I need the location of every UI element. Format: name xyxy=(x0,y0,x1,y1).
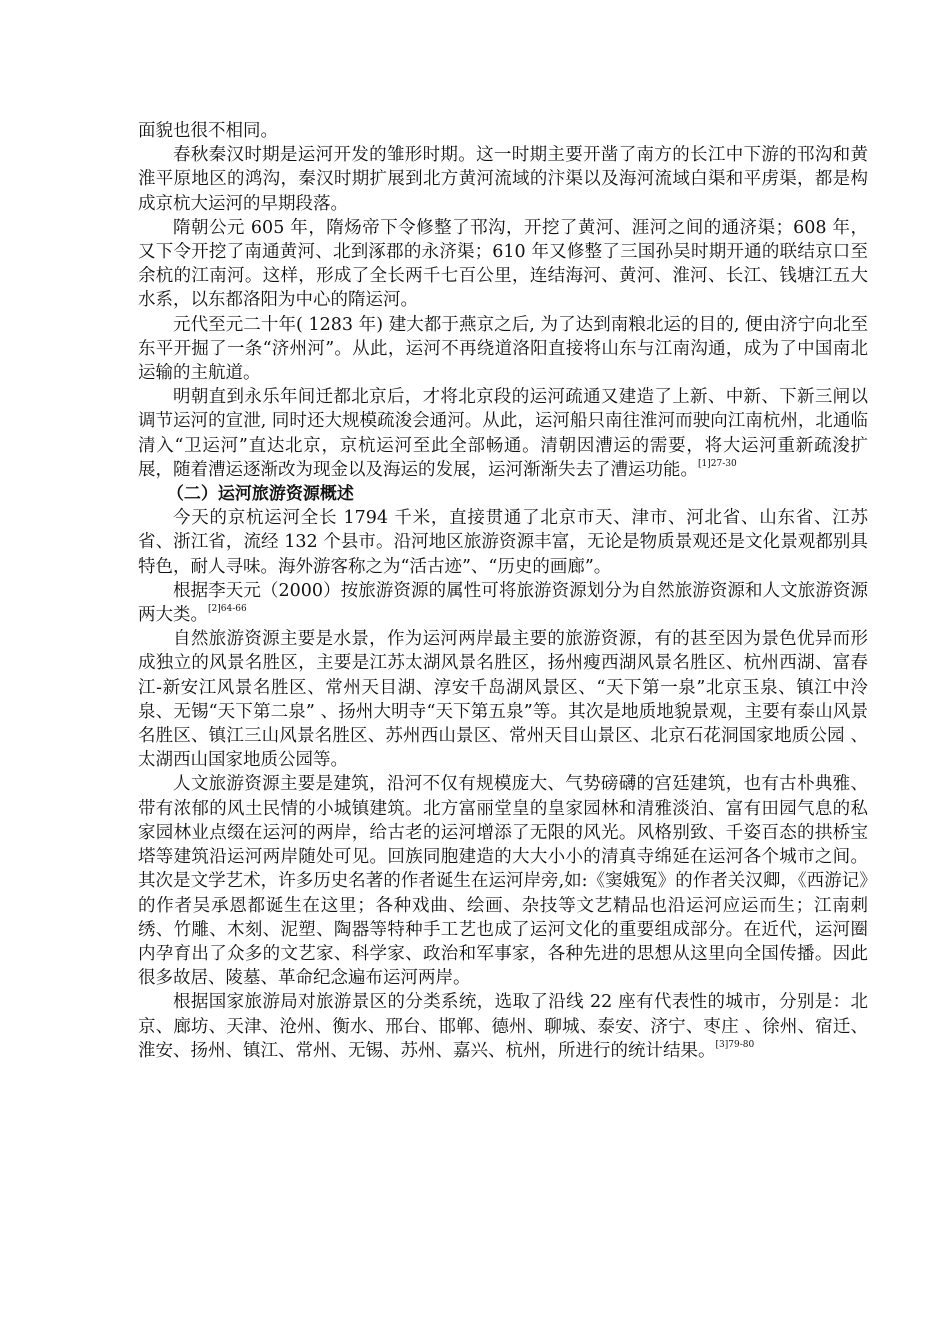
document-body xyxy=(138,119,868,1063)
paragraph-spring-autumn-qin-han xyxy=(138,143,868,216)
paragraph-text: 根据国家旅游局对旅游景区的分类系统，选取了沿线 22 座有代表性的城市，分别是：北京、廊坊、天津、沧州、衡水、邢台、邯郸、德州、聊城、泰安、济宁、枣庄 、徐州、宿迁、淮安、扬州、镇江、常州、无锡、苏州、嘉兴、杭州，所进行的统计结果。 xyxy=(138,992,868,1061)
paragraph-text: 根据李天元（2000）按旅游资源的属性可将旅游资源划分为自然旅游资源和人文旅游资源两大类。 xyxy=(138,580,868,626)
paragraph-canal-overview xyxy=(138,506,868,579)
paragraph-text: 今天的京杭运河全长 1794 千米，直接贯通了北京市天、津市、河北省、山东省、江苏省、浙江省，流经 132 个县市。沿河地区旅游资源丰富，无论是物质景观还是文化景观都别具特色，耐人寻味。海外游客称之为“活古迹”、“历史的画廊”。 xyxy=(138,508,868,577)
paragraph-text: 明朝直到永乐年间迁都北京后，才将北京段的运河疏通又建造了上新、中新、下新三闸以调节运河的宣泄, 同时还大规模疏浚会通河。从此，运河船只南往淮河而驶向江南杭州，北通临清入“卫运河”直达北京，京杭运河至此全部畅通。清朝因漕运的需要，将大运河重新疏浚扩展，随着漕运逐渐改为现金以及海运的发展，运河渐渐失去了漕运功能。 xyxy=(138,387,868,480)
paragraph-ming-qing xyxy=(138,385,868,482)
paragraph-text: 自然旅游资源主要是水景，作为运河两岸最主要的旅游资源，有的甚至因为景色优异而形成独立的风景名胜区，主要是江苏太湖风景名胜区，扬州瘦西湖风景名胜区、杭州西湖、富春江-新安江风景名胜区、常州天目湖、淳安千岛湖风景区、“天下第一泉”北京玉泉、镇江中泠泉、无锡“天下第二泉” 、扬州大明寺“天下第五泉”等。其次是地质地貌景观，主要有泰山风景名胜区、镇江三山风景名胜区、苏州西山景区、常州天目山景区、北京石花洞国家地质公园 、太湖西山国家地质公园等。 xyxy=(138,629,868,771)
citation-ref: [1]27-30 xyxy=(698,459,737,470)
citation-ref: [2]64-66 xyxy=(208,604,247,615)
section-heading: （二）运河旅游资源概述 xyxy=(166,484,354,505)
paragraph-classification xyxy=(138,579,868,627)
paragraph-cultural-resources xyxy=(138,772,868,990)
paragraph-text: 春秋秦汉时期是运河开发的雏形时期。这一时期主要开凿了南方的长江中下游的邗沟和黄淮平原地区的鸿沟，秦汉时期扩展到北方黄河流域的汴渠以及海河流域白渠和平虏渠，都是构成京杭大运河的早期段落。 xyxy=(138,145,868,214)
paragraph-text: 人文旅游资源主要是建筑，沿河不仅有规模庞大、气势磅礴的宫廷建筑，也有古朴典雅、带有浓郁的风土民情的小城镇建筑。北方富丽堂皇的皇家园林和清雅淡泊、富有田园气息的私家园林业点缀在运河的两岸，给古老的运河增添了无限的风光。风格别致、千姿百态的拱桥宝塔等建筑沿运河两岸随处可见。回族同胞建造的大大小小的清真寺绵延在运河各个城市之间。其次是文学艺术，许多历史名著的作者诞生在运河岸旁,如:《窦娥冤》的作者关汉卿，《西游记》的作者吴承恩都诞生在这里；各种戏曲、绘画、杂技等文艺精品也沿运河应运而生；江南刺绣、竹雕、木刻、泥塑、陶器等特种手工艺也成了运河文化的重要组成部分。在近代，运河圈内孕育出了众多的文艺家、科学家、政治和军事家，各种先进的思想从这里向全国传播。因此很多故居、陵墓、革命纪念遍布运河两岸。 xyxy=(138,774,868,989)
paragraph-city-statistics xyxy=(138,990,868,1063)
paragraph-yuan-dynasty xyxy=(138,313,868,386)
citation-ref: [3]79-80 xyxy=(715,1039,755,1050)
paragraph-sui-dynasty xyxy=(138,216,868,313)
paragraph-text: 元代至元二十年( 1283 年) 建大都于燕京之后, 为了达到南粮北运的目的, 便由济宁向北至东平开掘了一条“济州河”。从此，运河不再绕道洛阳直接将山东与江南沟通，成为了中国南北运输的主航道。 xyxy=(138,314,868,384)
paragraph-natural-resources xyxy=(138,627,868,772)
paragraph-continuation xyxy=(138,119,868,143)
paragraph-text: 隋朝公元 605 年，隋炀帝下令修整了邗沟，开挖了黄河、涯河之间的通济渠；608 年，又下令开挖了南通黄河、北到涿郡的永济渠；610 年又修整了三国孙吴时期开通的联结京口至余杭的江南河。这样，形成了全长两千七百公里，连结海河、黄河、淮河、长江、钱塘江五大水系，以东都洛阳为中心的隋运河。 xyxy=(138,217,868,311)
paragraph-text: 面貌也很不相同。 xyxy=(138,121,278,141)
